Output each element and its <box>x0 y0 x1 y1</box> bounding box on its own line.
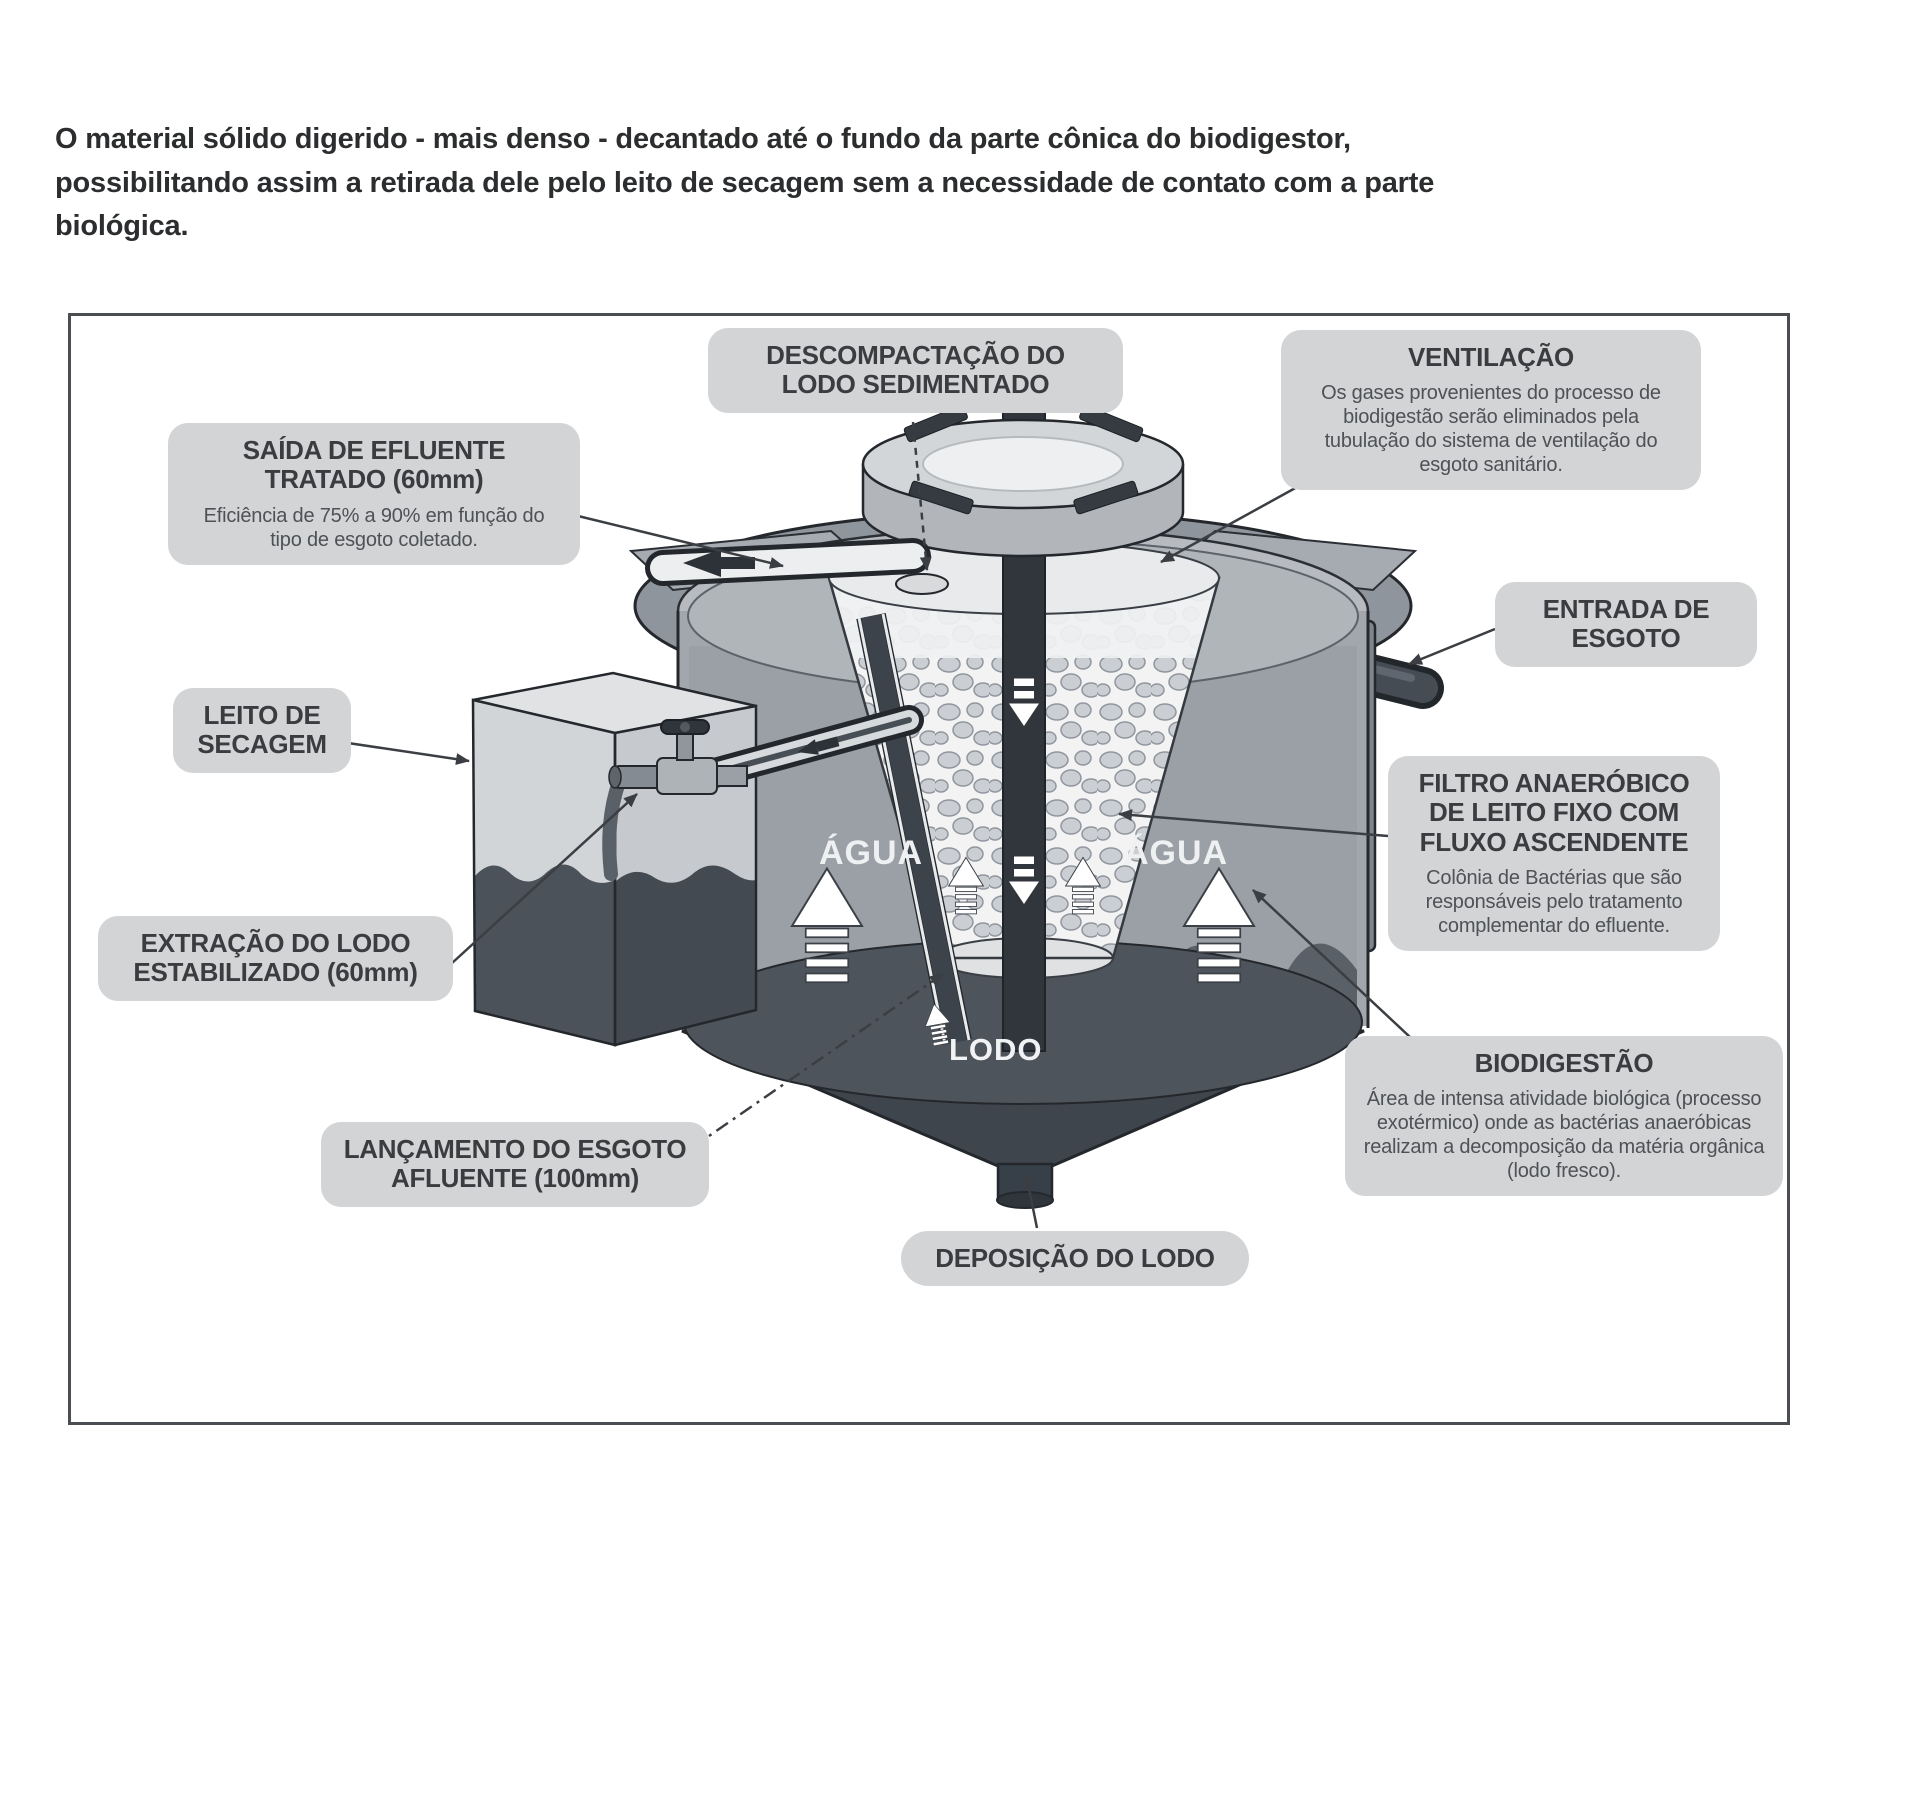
callout-lancamento <box>321 1122 709 1207</box>
callout-body: Os gases provenientes do processo de biodigestão serão eliminados pela tubulação do sistema de ventilação do esgoto sanitário. <box>1321 382 1661 477</box>
callout-title: BIODIGESTÃO <box>1474 1048 1654 1078</box>
tank-lid <box>863 405 1183 556</box>
callout-title: DESCOMPACTAÇÃO DO LODO SEDIMENTADO <box>766 340 1065 400</box>
callout-body: Colônia de Bactérias que são responsáveis pelo tratamento complementar do efluente. <box>1425 867 1683 938</box>
outlet-pipe <box>663 549 913 577</box>
callout-ventilacao <box>1281 330 1701 490</box>
callout-title: ENTRADA DE ESGOTO <box>1542 594 1710 654</box>
callout-biodigestao <box>1345 1036 1783 1196</box>
callout-entrada <box>1495 582 1757 667</box>
callout-body: Eficiência de 75% a 90% em função do tipo de esgoto coletado. <box>203 504 545 551</box>
callout-title: EXTRAÇÃO DO LODO ESTABILIZADO (60mm) <box>133 928 418 988</box>
callout-deposicao <box>901 1231 1249 1286</box>
callout-leito <box>173 688 351 773</box>
intro-paragraph: O material sólido digerido - mais denso - decantado até o fundo da parte cônica do biodigestor, possibilitando assim a retirada dele pelo leito de secagem sem a necessidade de contato com a parte biológica. <box>55 123 1435 242</box>
callout-title: SAÍDA DE EFLUENTE TRATADO (60mm) <box>242 435 506 495</box>
callout-filtro <box>1388 756 1720 951</box>
callout-title: LEITO DE SECAGEM <box>197 700 327 760</box>
callout-title: DEPOSIÇÃO DO LODO <box>935 1243 1215 1273</box>
callout-title: LANÇAMENTO DO ESGOTO AFLUENTE (100mm) <box>343 1134 687 1194</box>
agua-label-right: ÁGUA <box>1123 834 1229 872</box>
callout-body: Área de intensa atividade biológica (processo exotérmico) onde as bactérias anaeróbicas realizam a decomposição da matéria orgânica (lodo fresco). <box>1363 1088 1765 1183</box>
callout-saida <box>168 423 580 565</box>
agua-label-left: ÁGUA <box>818 834 924 872</box>
diagram-frame <box>68 313 1790 1425</box>
callout-title: VENTILAÇÃO <box>1407 342 1574 372</box>
lodo-label: LODO <box>949 1032 1043 1067</box>
callout-title: FILTRO ANAERÓBICO DE LEITO FIXO COM FLUXO ASCENDENTE <box>1418 768 1690 857</box>
callout-descompactacao <box>708 328 1123 413</box>
callout-extracao <box>98 916 453 1001</box>
sludge-access-port <box>896 574 948 594</box>
